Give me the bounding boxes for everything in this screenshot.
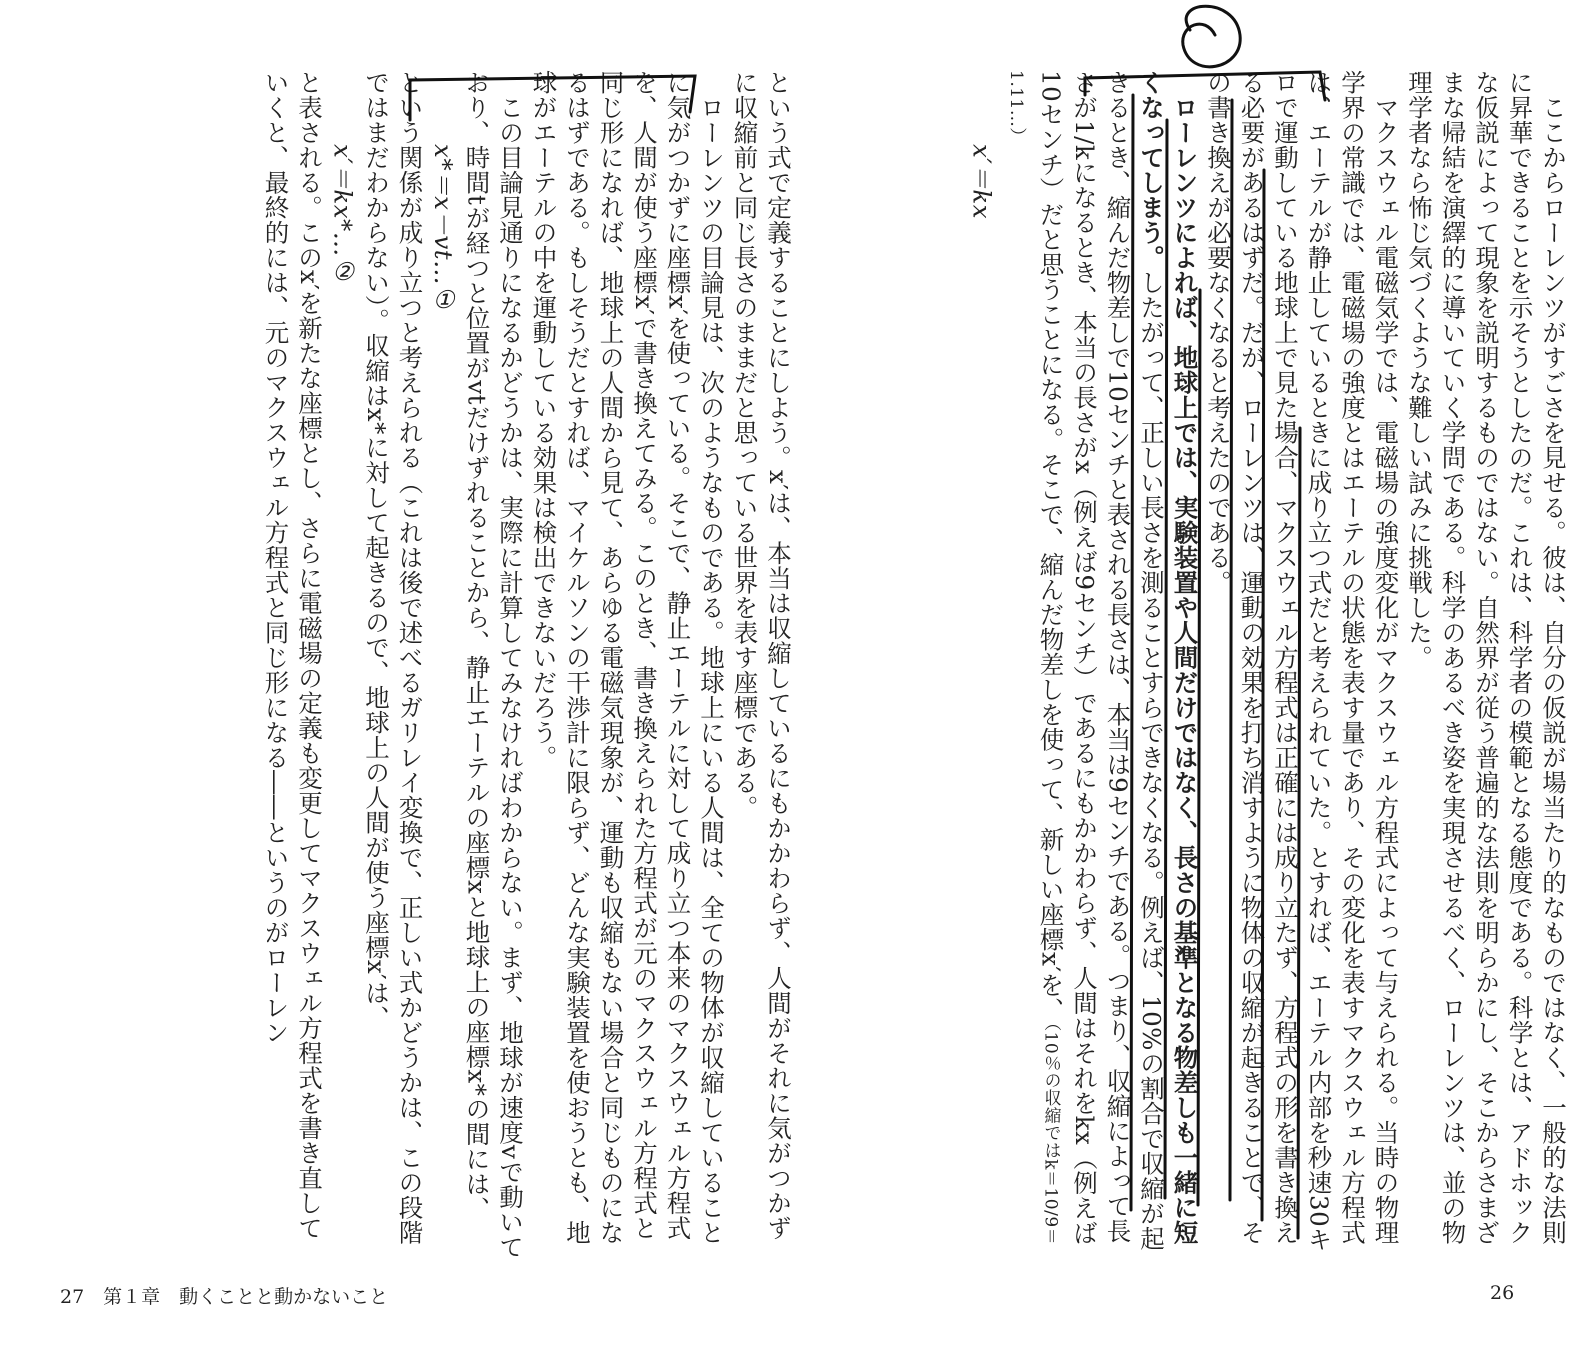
paragraph: ローレンツの目論見は、次のようなものである。地球上にいる人間は、全ての物体が収縮していることに気がつかずに座標x′を使っている。そこで、静止エーテルに対して成り立つ本来のマクスウェル方程式を、人間が使う座標x′で書き換えてみる。このとき、書き換えられた方程式が元のマクスウェル方程式と同じ形になれば、地球上の人間から見て、あらゆる電磁気現象が、運動も収縮もない場合と同じものになるはずである。もしそうだとすれば、マイケルソンの干渉計に限らず、どんな実験装置を使おうとも、地球がエーテルの中を運動している効果は検出できないだろう。 — [529, 70, 726, 1245]
paragraph — [999, 70, 1202, 1260]
left-page-body — [259, 70, 795, 1260]
equation: x′＝kx*…② — [328, 143, 358, 286]
footer-right-folio: 26 — [1490, 1282, 1515, 1304]
circle-mark — [1183, 6, 1240, 67]
right-page — [815, 70, 1570, 1260]
equation: x′＝kx — [967, 143, 997, 219]
equation: x*＝x－vt…① — [429, 143, 458, 315]
paragraph: と表される。このx′を新たな座標とし、さらに電磁場の定義も変更してマクスウェル方程式を書き直していくと、最終的には、元のマクスウェル方程式と同じ形になる――というのがローレン — [261, 70, 324, 1241]
paragraph: マクスウェル電磁気学では、電磁場の強度変化がマクスウェル方程式によって与えられる。当時の物理学界の常識では、電磁場の強度とはエーテルの状態を表す量であり、その変化を表すマクスウェル方程式は、エーテルが静止しているときに成り立つ式だと考えられていた。とすれば、エーテル内部を秒速30キロで運動している地球上で見た場合、マクスウェル方程式は正確には成り立たず、方程式の形を書き換える必要があるはずだ。だが、ローレンツは、運動の効果を打ち消すように物体の収縮が起きることで、その書き換えが必要なくなると考えたのである。 — [1204, 70, 1401, 1253]
left-page — [20, 70, 795, 1260]
paragraph: という式で定義することにしよう。x′は、本当は収縮しているにもかかわらず、人間がそれに気がつかずに収縮前と同じ長さのままだと思っている世界を表す座標である。 — [730, 70, 793, 1241]
paragraph-text: したがって、正しい長さを測ることすらできなくなる。例えば、10%の割合で収縮が起きるとき、縮んだ物差しで10センチと表される長さは、本当は9センチである。つまり、収縮によって長さが1/kになるとき、本当の長さがx（例えば9センチ）であるにもかかわらず、人間はそれをkx（例えば10センチ）だと思うことになる。そこで、縮んだ物差しを使って、新しい座標x′を、 — [1036, 70, 1166, 1251]
small-note: （10％の収縮ではk＝10/9＝1.11…） — [1006, 70, 1061, 1246]
footer-left-folio: 27 第１章 動くことと動かないこと — [60, 1286, 389, 1308]
paragraph: この目論見通りになるかどうかは、実際に計算してみなければわからない。まず、地球が速度vで動いており、時間tが経つと位置がvtだけずれることから、静止エーテルの座標xと地球上の座標x*の間には、 — [462, 70, 525, 1259]
paragraph: ここからローレンツがすごさを見せる。彼は、自分の仮説が場当たり的なものではなく、一般的な法則に昇華できることを示そうとしたのだ。これは、科学者の模範となる態度である。科学とは、アドホックな仮説によって現象を説明するものではない。自然界が従う普遍的な法則を明らかにし、そこからさまざまな帰結を演繹的に導いていく学問である。科学のあるべき姿を実現させるべく、ローレンツは、並の物理学者なら怖じ気づくような難しい試みに挑戦した。 — [1405, 70, 1568, 1245]
bold-emphasis: ローレンツによれば、地球上では、実験装置や人間だけではなく、長さの基準となる物差しも一緒に短くなってしまう。 — [1137, 70, 1200, 1245]
paragraph: という関係が成り立つと考えられる（これは後で述べるガリレイ変換で、正しい式かどうかは、この段階ではまだわからない）。収縮はx*に対して起きるので、地球上の人間が使う座標x′は、 — [362, 70, 425, 1245]
right-page-body — [965, 70, 1570, 1260]
